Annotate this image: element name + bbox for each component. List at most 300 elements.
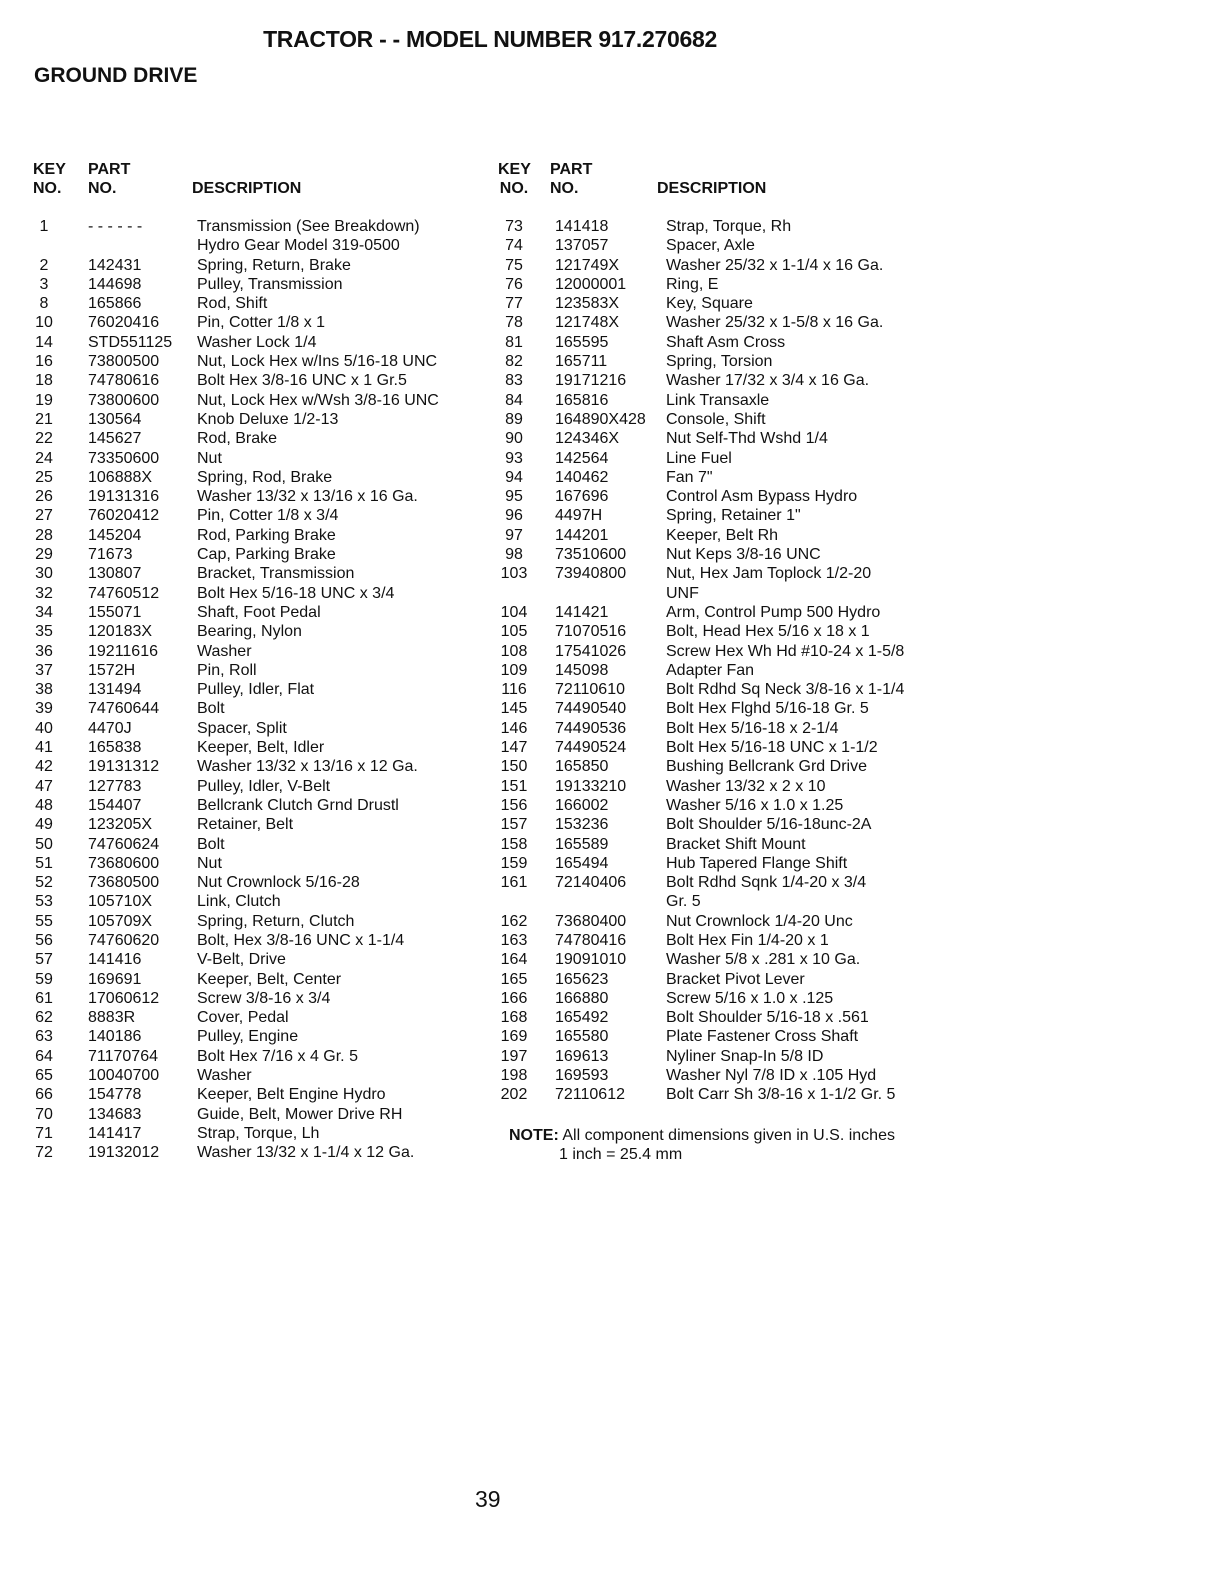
part-description: Bearing, Nylon <box>197 623 302 641</box>
key-number: 163 <box>500 931 528 949</box>
part-description: Bolt Hex 5/16-18 UNC x 3/4 <box>197 584 395 602</box>
key-number: 48 <box>35 796 53 814</box>
key-number: 10 <box>35 314 53 332</box>
part-number: 165589 <box>555 835 609 853</box>
key-number: 65 <box>35 1067 53 1085</box>
key-number: 39 <box>35 700 53 718</box>
part-description: Arm, Control Pump 500 Hydro <box>666 603 881 621</box>
key-number: 94 <box>505 468 523 486</box>
part-number: 140186 <box>88 1028 142 1046</box>
part-number: 73800500 <box>88 353 160 371</box>
part-description: Nut <box>197 854 222 872</box>
part-description: Bolt Hex 7/16 x 4 Gr. 5 <box>197 1047 358 1065</box>
table-row <box>498 545 958 564</box>
part-number: 1572H <box>88 661 136 679</box>
key-number: 157 <box>500 816 528 834</box>
part-number: 141418 <box>555 218 609 235</box>
part-description: Keeper, Belt Rh <box>666 526 779 544</box>
parts-list-left <box>33 217 483 1163</box>
key-number: 78 <box>505 314 523 332</box>
table-row <box>33 1085 483 1104</box>
table-row <box>33 912 483 931</box>
part-number: 166880 <box>555 989 609 1007</box>
key-number: 61 <box>35 989 53 1007</box>
table-row <box>33 970 483 989</box>
part-description: Cover, Pedal <box>197 1009 289 1027</box>
part-number: 76020412 <box>88 507 160 525</box>
table-header <box>498 160 958 204</box>
part-description: Bolt <box>197 835 225 853</box>
key-number: 55 <box>35 912 53 930</box>
part-number: 141416 <box>88 951 142 969</box>
table-header <box>33 160 483 204</box>
part-number: 8883R <box>88 1009 136 1027</box>
key-number: 26 <box>35 488 53 506</box>
part-description: Bolt Shoulder 5/16-18unc-2A <box>666 816 872 834</box>
part-description: Control Asm Bypass Hydro <box>666 488 858 506</box>
part-description: Plate Fastener Cross Shaft <box>666 1028 859 1046</box>
part-description: Link Transaxle <box>666 391 770 409</box>
part-description: Rod, Shift <box>197 295 268 313</box>
key-number: 47 <box>35 777 53 795</box>
part-number: 76020416 <box>88 314 160 332</box>
part-number: 105710X <box>88 893 153 911</box>
part-description: Shaft Asm Cross <box>666 333 786 351</box>
part-number: 72110612 <box>555 1086 625 1104</box>
part-number: 72110610 <box>555 681 625 699</box>
part-number: 165711 <box>555 353 608 371</box>
table-row <box>33 1124 483 1143</box>
key-number: 53 <box>35 893 53 911</box>
part-number: 19133210 <box>555 777 627 795</box>
key-number: 70 <box>35 1105 53 1123</box>
table-row <box>33 1066 483 1085</box>
part-number: 72140406 <box>555 874 627 892</box>
part-description: Nut, Lock Hex w/Wsh 3/8-16 UNC <box>197 391 439 409</box>
part-number: 145627 <box>88 430 142 448</box>
table-row <box>33 835 483 854</box>
part-description: Pin, Cotter 1/8 x 3/4 <box>197 507 339 525</box>
key-no-header: KEY NO. <box>498 161 531 197</box>
key-number: 63 <box>35 1028 53 1046</box>
key-number: 162 <box>500 912 528 930</box>
part-description: Spring, Torsion <box>666 353 773 371</box>
key-number: 104 <box>500 603 528 621</box>
part-description: Washer 13/32 x 1-1/4 x 12 Ga. <box>197 1144 415 1162</box>
part-description: Rod, Parking Brake <box>197 526 336 544</box>
key-number: 146 <box>500 719 528 737</box>
part-description: Washer 13/32 x 2 x 10 <box>666 777 826 795</box>
table-row <box>498 931 958 950</box>
part-number: 144201 <box>555 526 609 544</box>
key-number: 30 <box>35 565 53 583</box>
key-number: 82 <box>505 353 523 371</box>
table-row <box>33 1008 483 1027</box>
part-description: Bolt Rdhd Sqnk 1/4-20 x 3/4 <box>666 874 867 892</box>
table-row <box>498 256 958 275</box>
part-description: Bushing Bellcrank Grd Drive <box>666 758 867 776</box>
part-description: Bolt Carr Sh 3/8-16 x 1-1/2 Gr. 5 <box>666 1086 896 1104</box>
part-number: 74760620 <box>88 931 160 949</box>
part-description: Bellcrank Clutch Grnd Drustl <box>197 796 399 814</box>
note-text: All component dimensions given in U.S. inches <box>562 1127 895 1144</box>
page-title: TRACTOR - - MODEL NUMBER 917.270682 <box>263 26 717 52</box>
table-row <box>498 564 958 583</box>
parts-list-right <box>498 217 958 1105</box>
key-number: 159 <box>500 854 528 872</box>
part-number: 74490524 <box>555 739 627 757</box>
part-description: Spring, Retainer 1" <box>666 507 801 525</box>
key-number: 73 <box>505 218 523 235</box>
part-description: Washer Lock 1/4 <box>197 333 317 351</box>
key-number: 165 <box>500 970 528 988</box>
key-number: 89 <box>505 410 523 428</box>
part-number: 124346X <box>555 430 620 448</box>
part-description: Spring, Return, Clutch <box>197 912 355 930</box>
part-description: Keeper, Belt Engine Hydro <box>197 1086 386 1104</box>
part-number: 145098 <box>555 661 609 679</box>
part-description: Washer 13/32 x 13/16 x 16 Ga. <box>197 488 418 506</box>
part-number: 19131316 <box>88 488 160 506</box>
key-number: 3 <box>39 275 49 293</box>
parts-table-right <box>498 160 958 1104</box>
table-row <box>498 506 958 525</box>
key-number: 151 <box>500 777 528 795</box>
key-number: 74 <box>505 237 523 255</box>
part-description: Guide, Belt, Mower Drive RH <box>197 1105 403 1123</box>
part-description: Washer <box>197 1067 252 1085</box>
key-number: 72 <box>35 1144 53 1162</box>
table-row <box>498 661 958 680</box>
part-description: Transmission (See Breakdown) <box>197 218 420 235</box>
part-description: Bolt Hex 5/16-18 x 2-1/4 <box>666 719 839 737</box>
part-number: 154778 <box>88 1086 142 1104</box>
description-header: DESCRIPTION <box>657 180 767 197</box>
table-row <box>33 680 483 699</box>
part-number: 19211616 <box>88 642 158 660</box>
table-row <box>498 1066 958 1085</box>
table-row <box>498 777 958 796</box>
part-description: Key, Square <box>666 295 753 313</box>
table-row <box>33 294 483 313</box>
key-number: 81 <box>505 333 523 351</box>
part-number: 154407 <box>88 796 142 814</box>
key-number: 14 <box>35 333 53 351</box>
table-row <box>33 622 483 641</box>
table-row <box>498 642 958 661</box>
part-number: 123205X <box>88 816 153 834</box>
table-row <box>33 1047 483 1066</box>
table-row <box>33 487 483 506</box>
part-description: Washer 5/16 x 1.0 x 1.25 <box>666 796 844 814</box>
part-description: Nut Crownlock 1/4-20 Unc <box>666 912 853 930</box>
part-description: Cap, Parking Brake <box>197 546 336 564</box>
part-number: 165492 <box>555 1009 609 1027</box>
key-number: 161 <box>500 874 528 892</box>
part-description: Spacer, Axle <box>666 237 755 255</box>
part-description: Bolt Hex Fin 1/4-20 x 1 <box>666 931 829 949</box>
key-number: 36 <box>35 642 53 660</box>
part-number: 74780616 <box>88 372 160 390</box>
part-description: Bolt, Head Hex 5/16 x 18 x 1 <box>666 623 870 641</box>
key-number: 64 <box>35 1047 53 1065</box>
table-row <box>33 873 483 892</box>
key-number: 16 <box>35 353 53 371</box>
part-number: 169593 <box>555 1067 609 1085</box>
key-number: 108 <box>500 642 528 660</box>
part-number: 74760644 <box>88 700 160 718</box>
table-row <box>33 950 483 969</box>
part-number: 165838 <box>88 739 142 757</box>
key-number: 93 <box>505 449 523 467</box>
table-row <box>33 391 483 410</box>
part-description: Screw 3/8-16 x 3/4 <box>197 989 331 1007</box>
part-description: Pin, Roll <box>197 661 257 679</box>
table-row <box>33 410 483 429</box>
part-number: 127783 <box>88 777 142 795</box>
part-description: Spacer, Split <box>197 719 287 737</box>
table-row <box>498 275 958 294</box>
part-number: 165623 <box>555 970 609 988</box>
parts-table-left <box>33 160 483 1162</box>
key-number: 50 <box>35 835 53 853</box>
part-number: 165866 <box>88 295 142 313</box>
key-number: 96 <box>505 507 523 525</box>
key-number: 71 <box>35 1124 53 1142</box>
part-description: Hub Tapered Flange Shift <box>666 854 848 872</box>
part-number: 19171216 <box>555 372 627 390</box>
key-no-header: KEY NO. <box>33 161 66 197</box>
part-number: 19132012 <box>88 1144 160 1162</box>
table-row <box>498 680 958 699</box>
table-row <box>33 757 483 776</box>
part-number: 142564 <box>555 449 609 467</box>
key-number: 77 <box>505 295 523 313</box>
key-number: 21 <box>35 410 53 428</box>
section-title: GROUND DRIVE <box>34 64 198 87</box>
part-description: Nut, Lock Hex w/Ins 5/16-18 UNC <box>197 353 438 371</box>
part-description: Bracket Pivot Lever <box>666 970 805 988</box>
part-description: V-Belt, Drive <box>197 951 286 969</box>
table-row <box>33 429 483 448</box>
part-number: STD551125 <box>88 333 173 351</box>
key-number: 52 <box>35 874 53 892</box>
table-row <box>33 545 483 564</box>
table-row <box>498 835 958 854</box>
part-number: 19131312 <box>88 758 160 776</box>
table-row <box>498 854 958 873</box>
key-number: 24 <box>35 449 53 467</box>
table-row <box>498 526 958 545</box>
part-description: Strap, Torque, Lh <box>197 1124 320 1142</box>
table-row <box>33 449 483 468</box>
part-number: 73800600 <box>88 391 160 409</box>
key-number: 97 <box>505 526 523 544</box>
table-row <box>498 970 958 989</box>
part-description: Screw 5/16 x 1.0 x .125 <box>666 989 834 1007</box>
part-number: 164890X428 <box>555 410 646 428</box>
part-number: 73680600 <box>88 854 160 872</box>
table-row <box>498 313 958 332</box>
key-number: 147 <box>500 739 528 757</box>
page-number: 39 <box>475 1486 501 1512</box>
table-row <box>498 371 958 390</box>
key-number: 28 <box>35 526 53 544</box>
table-row <box>33 892 483 911</box>
part-number: 155071 <box>88 603 142 621</box>
part-number: 12000001 <box>555 275 627 293</box>
part-number: 141417 <box>88 1124 142 1142</box>
table-row <box>33 796 483 815</box>
table-row <box>498 410 958 429</box>
part-number: 165595 <box>555 333 609 351</box>
table-row <box>498 719 958 738</box>
table-row <box>498 294 958 313</box>
part-description: Washer <box>197 642 252 660</box>
table-row <box>33 699 483 718</box>
part-number: 130564 <box>88 410 142 428</box>
table-row <box>33 564 483 583</box>
table-row <box>498 1047 958 1066</box>
part-description: Nut Keps 3/8-16 UNC <box>666 546 821 564</box>
part-number: 121749X <box>555 256 620 274</box>
table-row <box>33 603 483 622</box>
part-description: Bracket, Transmission <box>197 565 355 583</box>
part-description: Pulley, Engine <box>197 1028 299 1046</box>
table-row <box>498 1085 958 1104</box>
part-description: Washer 5/8 x .281 x 10 Ga. <box>666 951 861 969</box>
key-number: 90 <box>505 430 523 448</box>
key-number: 34 <box>35 603 53 621</box>
part-description: Pin, Cotter 1/8 x 1 <box>197 314 326 332</box>
part-description: Strap, Torque, Rh <box>666 218 792 235</box>
table-row <box>33 352 483 371</box>
part-number: 10040700 <box>88 1067 160 1085</box>
table-row <box>33 738 483 757</box>
key-number: 42 <box>35 758 53 776</box>
part-number: 123583X <box>555 295 620 313</box>
part-description: Pulley, Transmission <box>197 275 343 293</box>
table-row <box>33 642 483 661</box>
table-row <box>33 931 483 950</box>
table-row <box>33 217 483 236</box>
part-number: 4470J <box>88 719 132 737</box>
table-row <box>498 892 958 911</box>
key-number: 35 <box>35 623 53 641</box>
part-number: 141421 <box>555 603 609 621</box>
part-number: 105709X <box>88 912 153 930</box>
part-number: 74490536 <box>555 719 627 737</box>
part-number: 19091010 <box>555 951 627 969</box>
table-row <box>498 757 958 776</box>
table-row <box>33 275 483 294</box>
part-number: 106888X <box>88 468 153 486</box>
part-number: 4497H <box>555 507 603 525</box>
key-number: 19 <box>35 391 53 409</box>
table-row <box>33 777 483 796</box>
key-number: 105 <box>500 623 528 641</box>
key-number: 103 <box>500 565 528 583</box>
key-number: 169 <box>500 1028 528 1046</box>
key-number: 38 <box>35 681 53 699</box>
part-description: Link, Clutch <box>197 893 281 911</box>
table-row <box>33 989 483 1008</box>
key-number: 95 <box>505 488 523 506</box>
key-number: 2 <box>39 256 49 274</box>
table-row <box>498 352 958 371</box>
part-description: Washer Nyl 7/8 ID x .105 Hyd <box>666 1067 877 1085</box>
part-description: Bolt <box>197 700 225 718</box>
key-number: 18 <box>35 372 53 390</box>
part-number: 169691 <box>88 970 142 988</box>
part-number: 144698 <box>88 275 142 293</box>
table-row <box>498 1027 958 1046</box>
table-row <box>498 217 958 236</box>
table-row <box>498 699 958 718</box>
key-number: 51 <box>35 854 53 872</box>
key-number: 150 <box>500 758 528 776</box>
part-description: Nut <box>197 449 222 467</box>
table-row <box>498 912 958 931</box>
table-row <box>498 391 958 410</box>
part-number: 74760512 <box>88 584 160 602</box>
part-description: Bolt Shoulder 5/16-18 x .561 <box>666 1009 869 1027</box>
part-number: 17541026 <box>555 642 627 660</box>
key-number: 8 <box>39 295 49 313</box>
part-number: 165850 <box>555 758 609 776</box>
part-description: Nut Self-Thd Wshd 1/4 <box>666 430 828 448</box>
part-number: 167696 <box>555 488 609 506</box>
table-row <box>33 313 483 332</box>
part-number: 74490540 <box>555 700 627 718</box>
part-number: 137057 <box>555 237 609 255</box>
table-row <box>33 815 483 834</box>
part-description: Bracket Shift Mount <box>666 835 806 853</box>
key-number: 41 <box>35 739 53 757</box>
key-number: 25 <box>35 468 53 486</box>
part-description: Ring, E <box>666 275 719 293</box>
table-row <box>33 1105 483 1124</box>
part-no-header: PART NO. <box>550 161 593 197</box>
part-description: Washer 17/32 x 3/4 x 16 Ga. <box>666 372 870 390</box>
part-number: 73510600 <box>555 546 627 564</box>
note-label: NOTE: <box>509 1127 559 1144</box>
key-number: 164 <box>500 951 528 969</box>
part-number: - - - - - - <box>88 218 143 235</box>
table-row <box>498 989 958 1008</box>
part-description: Bolt Hex 3/8-16 UNC x 1 Gr.5 <box>197 372 407 390</box>
part-description: Nut Crownlock 5/16-28 <box>197 874 360 892</box>
part-description: Line Fuel <box>666 449 732 467</box>
part-number: 153236 <box>555 816 609 834</box>
part-no-header: PART NO. <box>88 161 131 197</box>
part-description: Shaft, Foot Pedal <box>197 603 321 621</box>
part-description: Retainer, Belt <box>197 816 294 834</box>
key-number: 202 <box>500 1086 528 1104</box>
part-description: Knob Deluxe 1/2-13 <box>197 410 339 428</box>
key-number: 83 <box>505 372 523 390</box>
key-number: 62 <box>35 1009 53 1027</box>
part-description: Gr. 5 <box>666 893 701 911</box>
part-description: Rod, Brake <box>197 430 278 448</box>
table-row <box>33 584 483 603</box>
part-description: Fan 7" <box>666 468 713 486</box>
key-number: 37 <box>35 661 53 679</box>
part-number: 165494 <box>555 854 609 872</box>
table-row <box>33 1027 483 1046</box>
table-row <box>498 796 958 815</box>
key-number: 109 <box>500 661 528 679</box>
